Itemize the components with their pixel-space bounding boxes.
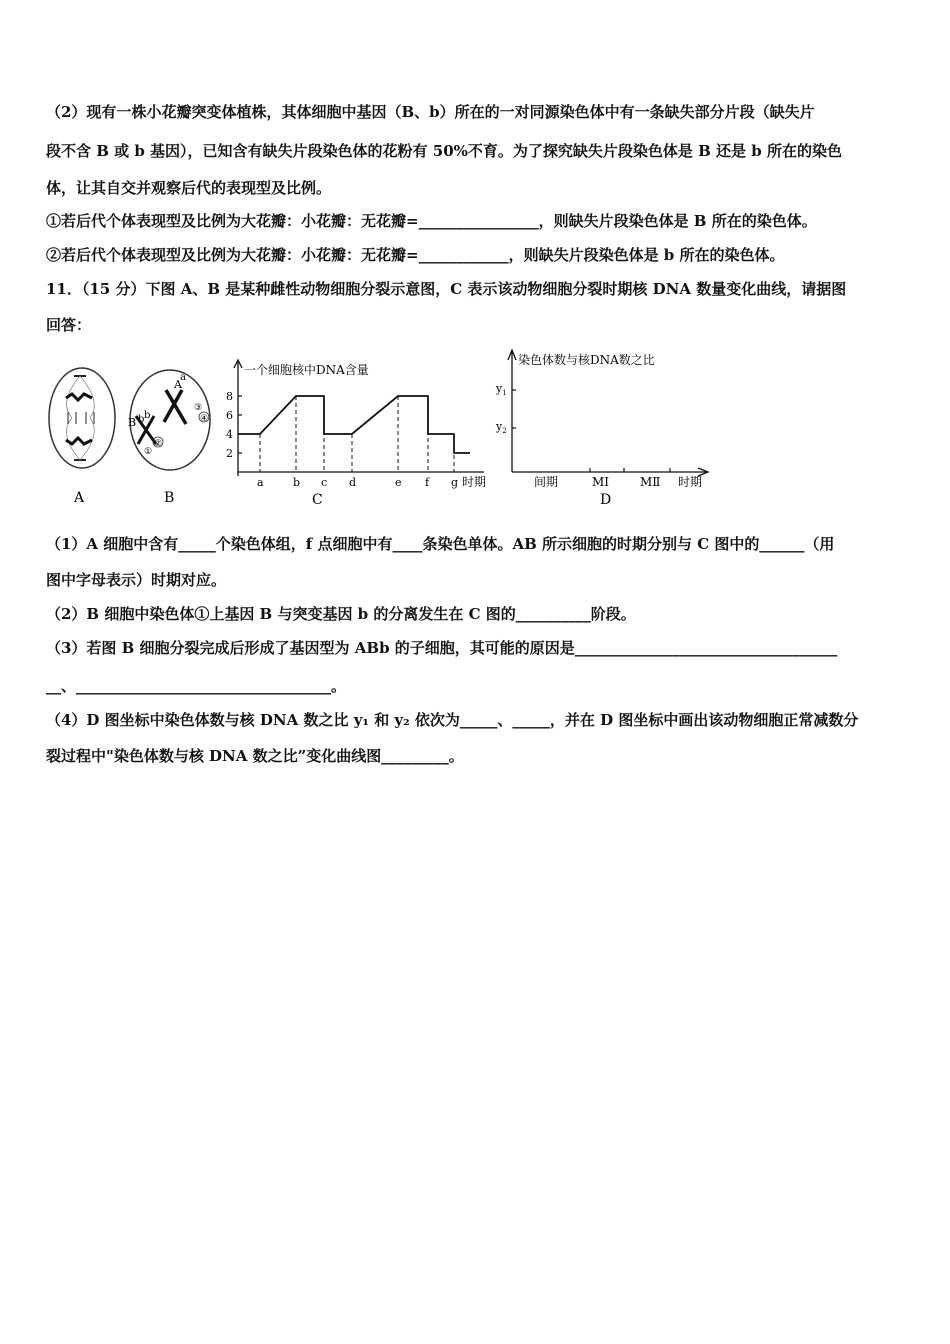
c-ytick-label-6: 6 — [226, 409, 233, 422]
figure-a-cell — [44, 362, 120, 502]
d-xtick-interphase: 间期 — [534, 475, 559, 489]
chromosome-3-label: ③ — [194, 403, 203, 413]
c-xtick-b: b — [293, 476, 301, 489]
gene-b-label-2: b — [144, 410, 151, 421]
figure-b-label: B — [164, 490, 175, 502]
q10-part2-line1: （2）现有一株小花瓣突变体植株，其体细胞中基因（B、b）所在的一对同源染色体中有一条缺失部分片段（缺失片 — [46, 103, 815, 121]
figure-c-dna-chart — [222, 356, 494, 506]
gene-B-label: B — [128, 416, 137, 429]
c-ytick-label-8: 8 — [226, 390, 233, 403]
c-chart-title: 一个细胞核中DNA含量 — [244, 363, 369, 377]
d-y2-label: $y_2$ — [496, 420, 507, 435]
chromosome-1-label: ① — [144, 447, 153, 457]
c-x-axis-label: 时期 — [462, 475, 487, 489]
d-xtick-m1: MⅠ — [592, 475, 610, 489]
q11-stem-line2: 回答： — [46, 316, 92, 334]
q11-part3-line2: __、__________________________________。 — [46, 677, 347, 695]
q11-part2: （2）B 细胞中染色体①上基因 B 与突变基因 b 的分离发生在 C 图的__________阶段。 — [46, 605, 636, 623]
d-x-axis-label: 时期 — [678, 475, 703, 489]
q11-part1-line1: （1）A 细胞中含有_____个染色体组，f 点细胞中有____条染色单体。AB 所示细胞的时期分别与 C 图中的______（用 — [46, 535, 835, 553]
c-xtick-c: c — [321, 476, 328, 489]
c-xtick-d: d — [349, 476, 357, 489]
c-xtick-e: e — [395, 476, 402, 489]
figure-b-cell — [124, 362, 220, 502]
q10-option2: ②若后代个体表现型及比例为大花瓣：小花瓣：无花瓣=____________，则缺失片段染色体是 b 所在的染色体。 — [46, 246, 785, 264]
q11-part4-line1: （4）D 图坐标中染色体数与核 DNA 数之比 y₁ 和 y₂ 依次为_____、_____，并在 D 图坐标中画出该动物细胞正常减数分 — [46, 711, 859, 729]
c-ytick-label-4: 4 — [226, 428, 233, 441]
c-xtick-g: g — [451, 476, 459, 489]
q10-option1: ①若后代个体表现型及比例为大花瓣：小花瓣：无花瓣=________________，则缺失片段染色体是 B 所在的染色体。 — [46, 212, 817, 230]
gene-b-label: b — [138, 414, 145, 425]
chromosome-2-label: ② — [154, 439, 163, 449]
figure-a-label: A — [74, 490, 85, 502]
c-ytick-label-2: 2 — [226, 447, 233, 460]
q11-stem-line1: 11．（15 分）下图 A、B 是某种雌性动物细胞分裂示意图，C 表示该动物细胞分裂时期核 DNA 数量变化曲线，请据图 — [46, 280, 847, 298]
q11-part4-line2: 裂过程中"染色体数与核 DNA 数之比”变化曲线图_________。 — [46, 747, 464, 765]
q11-part1-line2: 图中字母表示）时期对应。 — [46, 571, 227, 589]
q11-part3-line1: （3）若图 B 细胞分裂完成后形成了基因型为 ABb 的子细胞，其可能的原因是___________________________________ — [46, 639, 838, 657]
q10-part2-line3: 体，让其自交并观察后代的表现型及比例。 — [46, 179, 332, 197]
gene-A-label: A — [174, 378, 182, 391]
d-chart-title: 染色体数与核DNA数之比 — [518, 353, 655, 367]
c-xtick-a: a — [257, 476, 264, 489]
d-y1-label: $y_1$ — [496, 382, 507, 397]
q10-part2-line2: 段不含 B 或 b 基因），已知含有缺失片段染色体的花粉有 50%不育。为了探究缺失片段染色体是 B 还是 b 所在的染色 — [46, 142, 842, 160]
c-dna-curve — [238, 396, 470, 453]
figure-d-ratio-chart — [494, 346, 714, 506]
c-xtick-f: f — [425, 476, 430, 489]
figure-c-label: C — [312, 492, 323, 506]
figure-d-label: D — [600, 492, 612, 506]
gene-a-label: a — [180, 372, 186, 383]
chromosome-4-label: ④ — [200, 414, 209, 424]
d-xtick-m2: MⅡ — [640, 475, 661, 489]
